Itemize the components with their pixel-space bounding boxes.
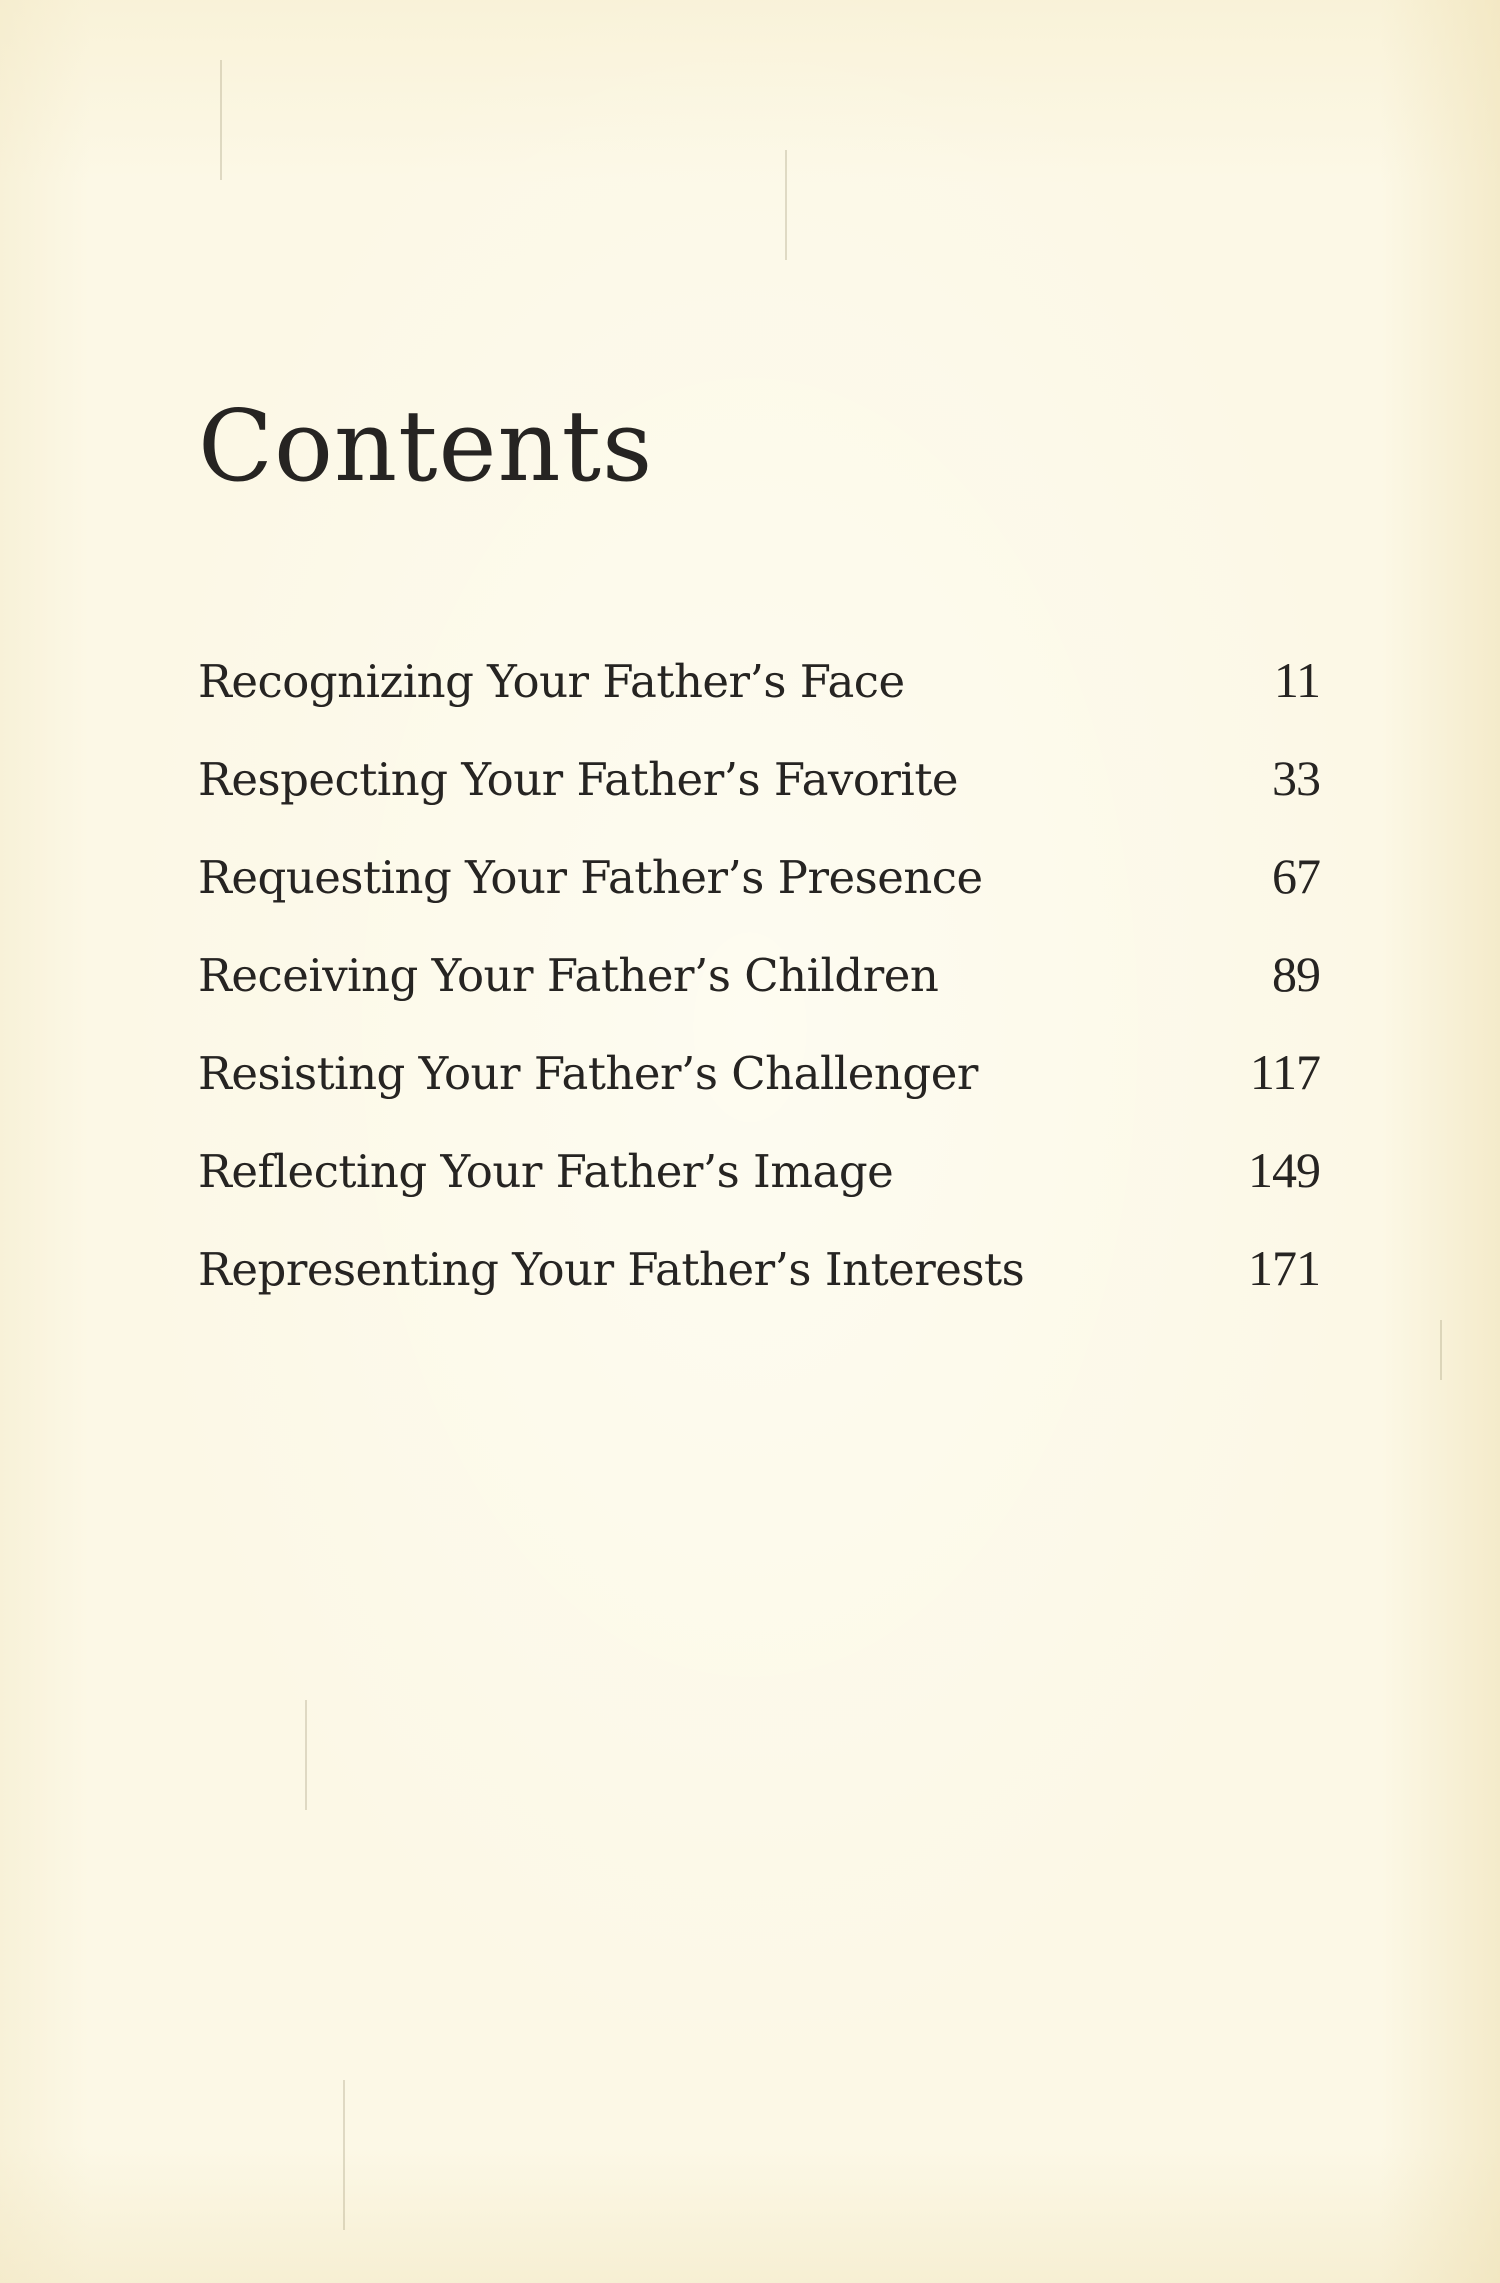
toc-entry[interactable] <box>198 746 1320 844</box>
toc-entry[interactable] <box>198 1236 1320 1334</box>
paper-scuff <box>220 60 222 180</box>
paper-scuff <box>305 1700 307 1810</box>
toc-entry[interactable] <box>198 1040 1320 1138</box>
toc-entry-title: Resisting Your Father’s Challenger <box>198 1047 978 1100</box>
toc-entry[interactable] <box>198 1138 1320 1236</box>
table-of-contents <box>198 648 1320 1334</box>
toc-entry[interactable] <box>198 844 1320 942</box>
toc-entry-title: Requesting Your Father’s Presence <box>198 851 983 904</box>
page-title: Contents <box>198 390 654 504</box>
toc-entry-page: 11 <box>1273 652 1320 708</box>
toc-entry-page: 149 <box>1248 1142 1320 1198</box>
toc-entry-title: Receiving Your Father’s Children <box>198 949 939 1002</box>
toc-entry-title: Representing Your Father’s Interests <box>198 1243 1025 1296</box>
toc-entry-title: Respecting Your Father’s Favorite <box>198 753 959 806</box>
paper-scuff <box>1440 1320 1442 1380</box>
toc-entry-page: 89 <box>1272 946 1320 1002</box>
toc-entry[interactable] <box>198 942 1320 1040</box>
toc-entry-page: 117 <box>1249 1044 1320 1100</box>
toc-entry-page: 67 <box>1272 848 1320 904</box>
toc-entry-title: Reflecting Your Father’s Image <box>198 1145 894 1198</box>
paper-scuff <box>785 150 787 260</box>
paper-scuff <box>343 2080 345 2230</box>
toc-entry[interactable] <box>198 648 1320 746</box>
toc-entry-title: Recognizing Your Father’s Face <box>198 655 905 708</box>
toc-entry-page: 171 <box>1248 1240 1320 1296</box>
toc-entry-page: 33 <box>1272 750 1320 806</box>
